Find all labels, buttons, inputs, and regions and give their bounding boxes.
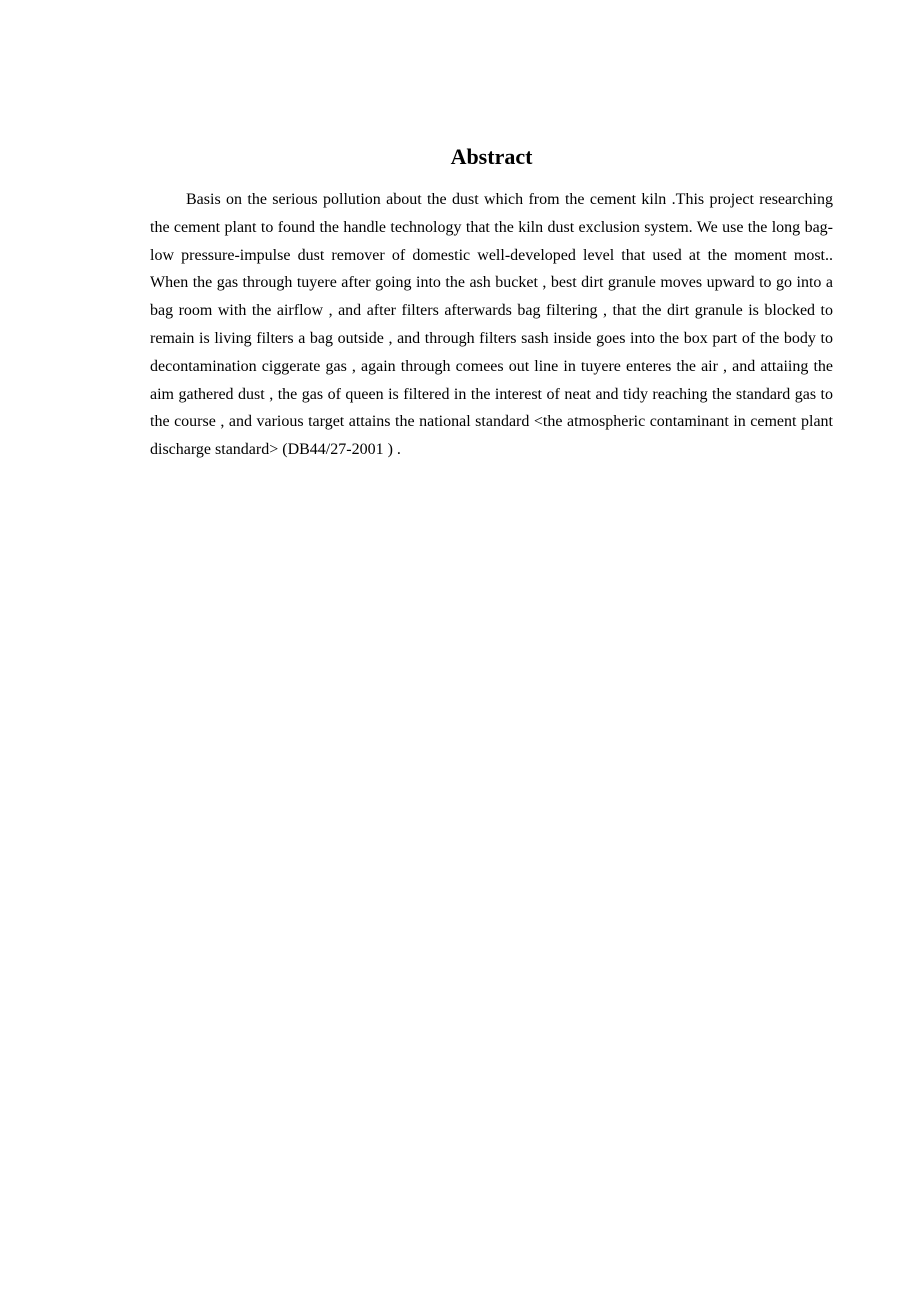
- abstract-paragraph: Basis on the serious pollution about the dust which from the cement kiln .This project researching the cement plant to found the handle technology that the kiln dust exclusion system. We use the long bag-low pressure-impulse dust remover of domestic well-developed level that used at the moment most.. When the gas through tuyere after going into the ash bucket , best dirt granule moves upward to go into a bag room with the airflow , and after filters afterwards bag filtering , that the dirt granule is blocked to remain is living filters a bag outside , and through filters sash inside goes into the box part of the body to decontamination ciggerate gas , again through comees out line in tuyere enteres the air , and attaiing the aim gathered dust , the gas of queen is filtered in the interest of neat and tidy reaching the standard gas to the course , and various target attains the national standard <the atmospheric contaminant in cement plant discharge standard> (DB44/27-2001 ) .: [150, 191, 833, 459]
- abstract-section: [150, 143, 833, 464]
- abstract-title: Abstract: [450, 144, 533, 169]
